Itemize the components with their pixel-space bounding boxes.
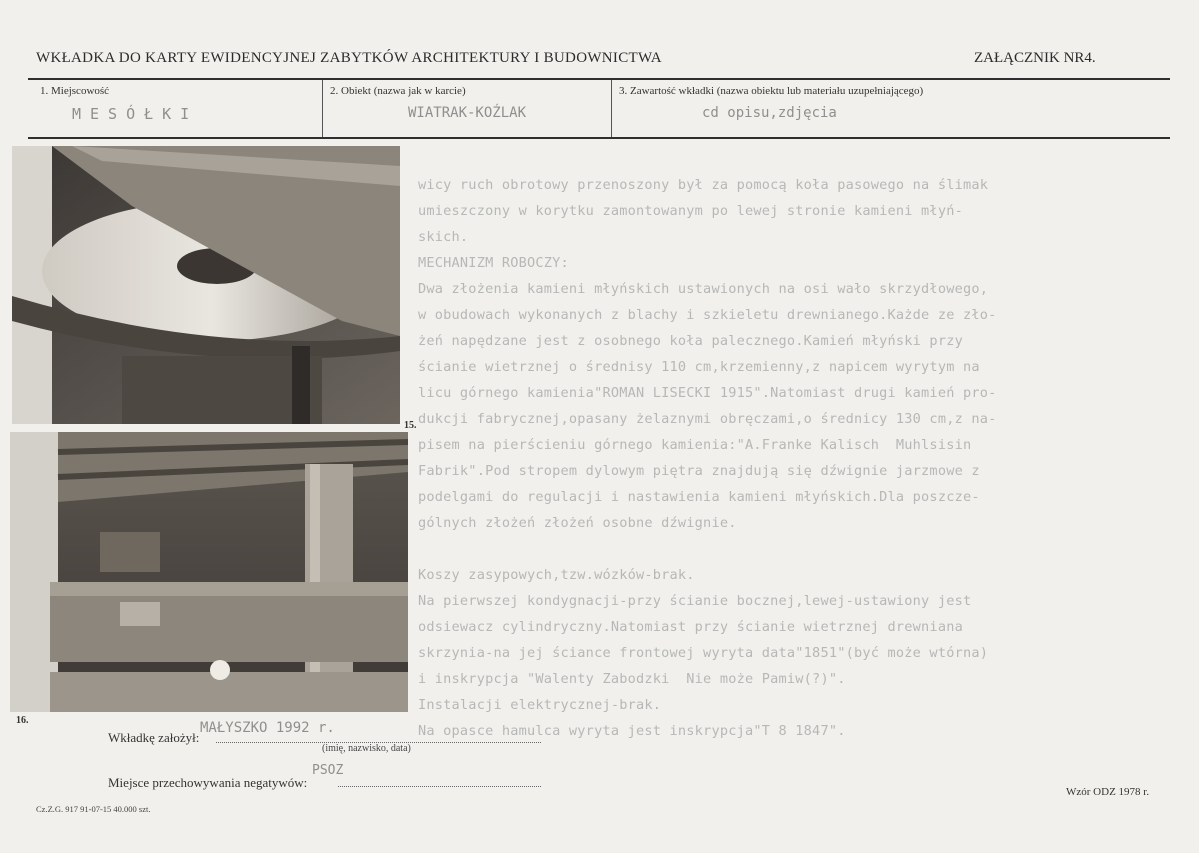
- content-label: 3. Zawartość wkładki (nazwa obiektu lub materiału uzupełniającego): [619, 85, 924, 97]
- description-line: w obudowach wykonanych z blachy i szkieletu drewnianego.Każde ze zło-: [418, 307, 997, 323]
- description-line: [418, 536, 1138, 562]
- description-line: i inskrypcja "Walenty Zabodzki Nie może Pamiw(?)".: [418, 671, 846, 687]
- object-label: 2. Obiekt (nazwa jak w karcie): [330, 85, 466, 97]
- description-line: Instalacji elektrycznej-brak.: [418, 697, 662, 713]
- storage-value: PSOZ: [312, 763, 344, 778]
- description-line: Dwa złożenia kamieni młyńskich ustawionych na osi wało skrzydłowego,: [418, 281, 989, 297]
- form-title: WKŁADKA DO KARTY EWIDENCYJNEJ ZABYTKÓW ARCHITEKTURY I BUDOWNICTWA: [36, 50, 662, 66]
- object-value: WIATRAK-KOŹLAK: [408, 105, 527, 121]
- author-value: MAŁYSZKO 1992 r.: [200, 720, 335, 736]
- description-line: Na opasce hamulca wyryta jest inskrypcja"T 8 1847".: [418, 723, 846, 739]
- description-line: Koszy zasypowych,tzw.wózków-brak.: [418, 567, 695, 583]
- top-rule: [28, 78, 1170, 80]
- storage-line: [338, 786, 541, 787]
- description-line: dukcji fabrycznej,opasany żelaznymi obręczami,o średnicy 130 cm,z na-: [418, 411, 997, 427]
- content-value: cd opisu,zdjęcia: [702, 105, 837, 121]
- bottom-rule: [28, 137, 1170, 139]
- description-line: pisem na pierścieniu górnego kamienia:"A.Franke Kalisch Muhlsisin: [418, 437, 972, 453]
- description-line: ścianie wietrznej o średnisy 110 cm,krzemienny,z napicem wyrytym na: [418, 359, 980, 375]
- storage-label: Miejsce przechowywania negatywów:: [108, 775, 308, 790]
- description-line: licu górnego kamienia"ROMAN LISECKI 1915".Natomiast drugi kamień pro-: [418, 385, 997, 401]
- author-label: Wkładkę założył:: [108, 730, 200, 745]
- description-line: podelgami do regulacji i nastawienia kamieni młyńskich.Dla poszcze-: [418, 489, 980, 505]
- photo-beams: [10, 432, 408, 712]
- description-line: odsiewacz cylindryczny.Natomiast przy ścianie wietrznej drewniana: [418, 619, 963, 635]
- description-line: Na pierwszej kondygnacji-przy ścianie bocznej,lewej-ustawiony jest: [418, 593, 972, 609]
- print-note: Cz.Z.G. 917 91-07-15 40.000 szt.: [36, 804, 151, 814]
- description-line: gólnych złożeń złożeń osobne dźwignie.: [418, 515, 737, 531]
- description-line: MECHANIZM ROBOCZY:: [418, 255, 569, 271]
- location-label: 1. Miejscowość: [40, 85, 110, 97]
- description-line: umieszczony w korytku zamontowanym po lewej stronie kamieni młyń-: [418, 203, 963, 219]
- description-line: wicy ruch obrotowy przenoszony był za pomocą koła pasowego na ślimak: [418, 177, 989, 193]
- description-line: skrzynia-na jej ściance frontowej wyryta data"1851"(być może wtórna): [418, 645, 989, 661]
- photo-number-2: 16.: [16, 715, 29, 726]
- annex-number: ZAŁĄCZNIK NR4.: [974, 50, 1096, 66]
- photo-beams-image: [10, 432, 408, 712]
- photo-millstone: [12, 146, 400, 424]
- template-note: Wzór ODZ 1978 r.: [1066, 786, 1150, 798]
- field-divider: [322, 80, 323, 137]
- location-value: MESÓŁKI: [72, 105, 199, 123]
- description-line: żeń napędzane jest z osobnego koła palecznego.Kamień młyński przy: [418, 333, 963, 349]
- photo-number-1: 15.: [404, 420, 417, 431]
- author-caption: (imię, nazwisko, data): [322, 743, 411, 754]
- description-line: Fabrik".Pod stropem dylowym piętra znajdują się dźwignie jarzmowe z: [418, 463, 980, 479]
- description-text: [418, 172, 1138, 744]
- description-line: skich.: [418, 229, 469, 245]
- field-divider: [611, 80, 612, 137]
- photo-millstone-image: [12, 146, 400, 424]
